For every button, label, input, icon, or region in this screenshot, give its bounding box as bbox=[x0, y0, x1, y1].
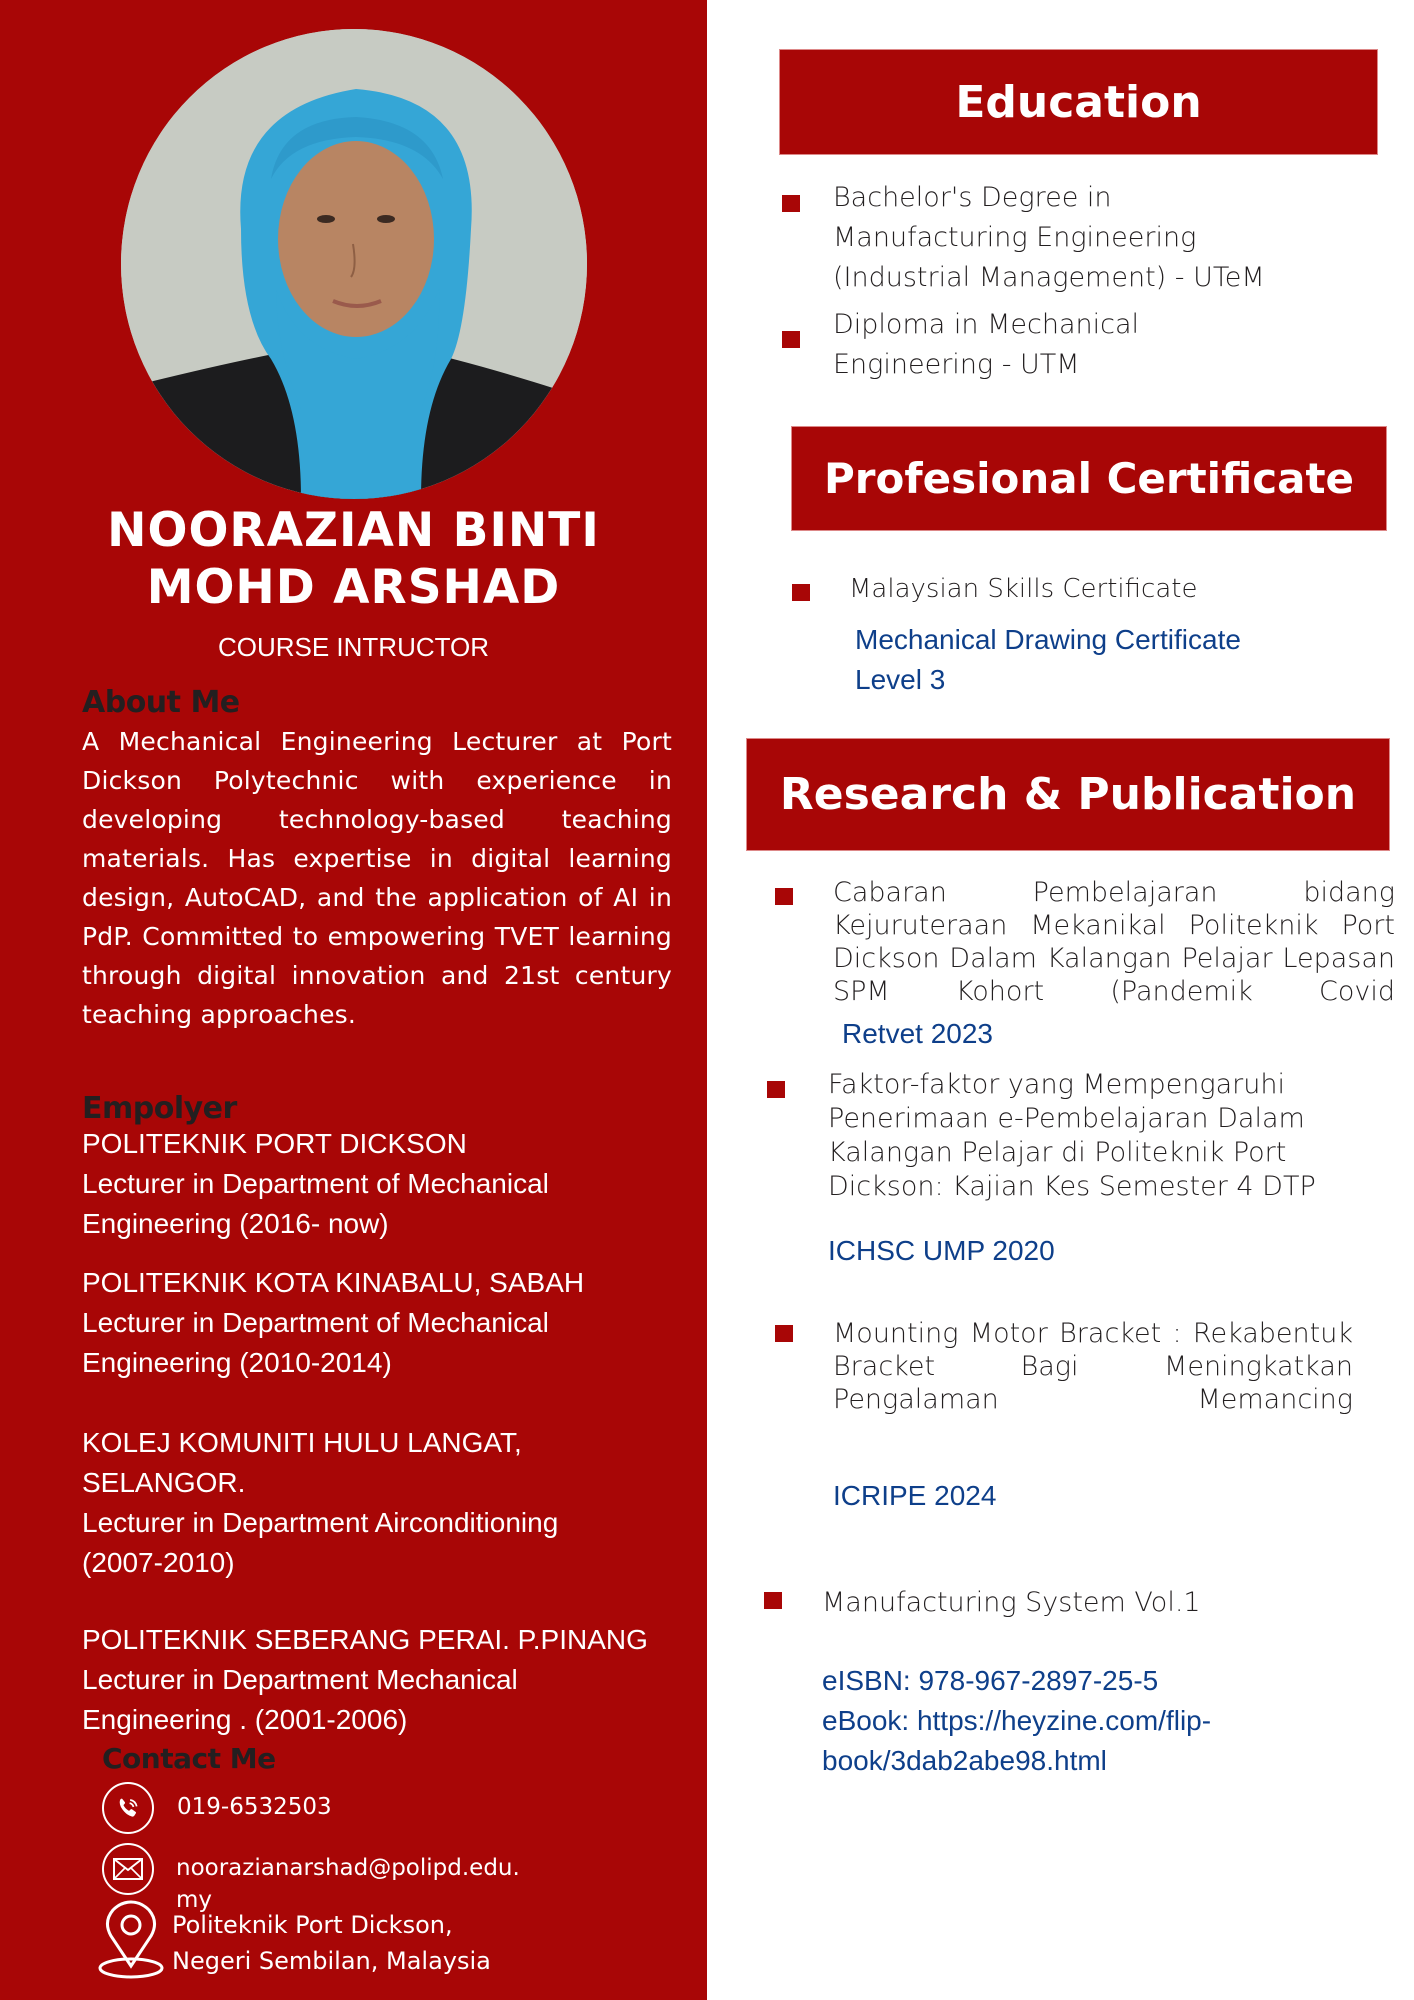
bullet-icon bbox=[775, 888, 793, 905]
address-line2: Negeri Sembilan, Malaysia bbox=[172, 1947, 491, 1975]
contact-address bbox=[172, 1907, 491, 1979]
publication-title: Manufacturing System Vol.1 bbox=[822, 1587, 1201, 1618]
employer-position: Lecturer in Department of Mechanical bbox=[82, 1307, 549, 1338]
contact-heading: Contact Me bbox=[102, 1742, 276, 1775]
education-heading-box bbox=[779, 49, 1378, 155]
employer-name: POLITEKNIK KOTA KINABALU, SABAH bbox=[82, 1267, 585, 1298]
research-venue[interactable]: ICRIPE 2024 bbox=[833, 1480, 997, 1511]
publication-isbn: eISBN: 978-967-2897-25-5 bbox=[822, 1665, 1159, 1696]
education-item-line: Diploma in Mechanical bbox=[833, 309, 1139, 340]
envelope-glyph bbox=[113, 1858, 143, 1880]
research-title-line: Kalangan Pelajar di Politeknik Port bbox=[828, 1137, 1287, 1168]
certificate-detail bbox=[855, 620, 1241, 700]
certificate-detail-line: Mechanical Drawing Certificate bbox=[855, 624, 1241, 655]
envelope-icon bbox=[102, 1843, 154, 1895]
publication-details bbox=[822, 1661, 1211, 1781]
address-line1: Politeknik Port Dickson, bbox=[172, 1911, 453, 1939]
profile-name-line1: NOORAZIAN BINTI bbox=[107, 503, 600, 558]
location-pin-icon bbox=[97, 1900, 165, 1984]
profile-name-line2: MOHD ARSHAD bbox=[146, 560, 561, 615]
employer-entry bbox=[82, 1124, 682, 1244]
employer-name: POLITEKNIK PORT DICKSON bbox=[82, 1128, 467, 1159]
about-heading: About Me bbox=[82, 685, 240, 720]
contact-phone[interactable]: 019-6532503 bbox=[177, 1794, 332, 1820]
publication-ebook-link[interactable]: eBook: https://heyzine.com/flip- bbox=[822, 1705, 1212, 1736]
bullet-icon bbox=[792, 584, 810, 601]
employer-entry bbox=[82, 1423, 682, 1583]
certificate-heading-box bbox=[791, 426, 1387, 531]
research-title-line: Faktor-faktor yang Mempengaruhi bbox=[828, 1069, 1285, 1100]
research-title: Cabaran Pembelajaran bidang Kejuruteraan Mekanikal Politeknik Port Dickson Dalam Kalangan Pelajar Lepasan SPM Kohort (Pandemik Covid bbox=[833, 877, 1395, 1007]
research-heading: Research & Publication bbox=[779, 769, 1357, 820]
contact-email-line2[interactable]: my bbox=[176, 1887, 213, 1913]
research-title-line: Dickson: Kajian Kes Semester 4 DTP bbox=[828, 1171, 1316, 1202]
bullet-icon bbox=[764, 1592, 782, 1609]
certificate-detail-line: Level 3 bbox=[855, 664, 946, 695]
education-heading: Education bbox=[955, 76, 1202, 128]
employer-location: SELANGOR. bbox=[82, 1467, 246, 1498]
bullet-icon bbox=[782, 195, 800, 212]
contact-email-line1[interactable]: noorazianarshad@polipd.edu. bbox=[176, 1855, 520, 1881]
profile-role: COURSE INTRUCTOR bbox=[217, 632, 490, 662]
research-title bbox=[828, 1068, 1316, 1204]
employer-period: (2007-2010) bbox=[82, 1547, 235, 1578]
research-venue[interactable]: ICHSC UMP 2020 bbox=[828, 1235, 1055, 1266]
education-item-line: Engineering - UTM bbox=[833, 349, 1080, 380]
bullet-icon bbox=[767, 1081, 785, 1098]
profile-photo bbox=[121, 29, 587, 499]
employer-heading: Empolyer bbox=[82, 1091, 237, 1126]
phone-icon bbox=[102, 1782, 154, 1834]
about-text: A Mechanical Engineering Lecturer at Port Dickson Polytechnic with experience in developing technology-based teaching materials. Has expertise in digital learning design, AutoCAD, and the application of AI in PdP. Committed to empowering TVET learning through digital innovation and 21st century teaching approaches. bbox=[82, 727, 672, 1029]
education-item bbox=[833, 178, 1265, 298]
certificate-heading: Profesional Certificate bbox=[823, 454, 1355, 503]
employer-period: Engineering (2010-2014) bbox=[82, 1347, 392, 1378]
phone-glyph bbox=[115, 1795, 141, 1821]
education-item-line: Bachelor's Degree in bbox=[833, 182, 1112, 213]
location-pin-glyph bbox=[97, 1900, 165, 1980]
education-item-line: (Industrial Management) - UTeM bbox=[833, 262, 1265, 293]
employer-position: Lecturer in Department Mechanical bbox=[82, 1664, 518, 1695]
employer-name: POLITEKNIK SEBERANG PERAI. P.PINANG bbox=[82, 1624, 648, 1655]
employer-name: KOLEJ KOMUNITI HULU LANGAT, bbox=[82, 1427, 522, 1458]
certificate-title: Malaysian Skills Certificate bbox=[849, 574, 1198, 604]
employer-entry bbox=[82, 1263, 682, 1383]
publication-ebook-link[interactable]: book/3dab2abe98.html bbox=[822, 1745, 1107, 1776]
education-item bbox=[833, 305, 1139, 385]
research-venue[interactable]: Retvet 2023 bbox=[842, 1018, 993, 1049]
portrait-illustration bbox=[121, 29, 587, 499]
employer-position: Lecturer in Department of Mechanical bbox=[82, 1168, 549, 1199]
research-title: Mounting Motor Bracket : Rekabentuk Bracket Bagi Meningkatkan Pengalaman Memancing bbox=[833, 1318, 1353, 1415]
employer-entry bbox=[82, 1620, 682, 1740]
employer-period: Engineering (2016- now) bbox=[82, 1208, 389, 1239]
bullet-icon bbox=[775, 1325, 793, 1342]
bullet-icon bbox=[782, 331, 800, 348]
employer-position: Lecturer in Department Airconditioning bbox=[82, 1507, 559, 1538]
research-heading-box bbox=[746, 738, 1390, 851]
employer-period: Engineering . (2001-2006) bbox=[82, 1704, 408, 1735]
education-item-line: Manufacturing Engineering bbox=[833, 222, 1197, 253]
research-title-line: Penerimaan e-Pembelajaran Dalam bbox=[828, 1103, 1305, 1134]
